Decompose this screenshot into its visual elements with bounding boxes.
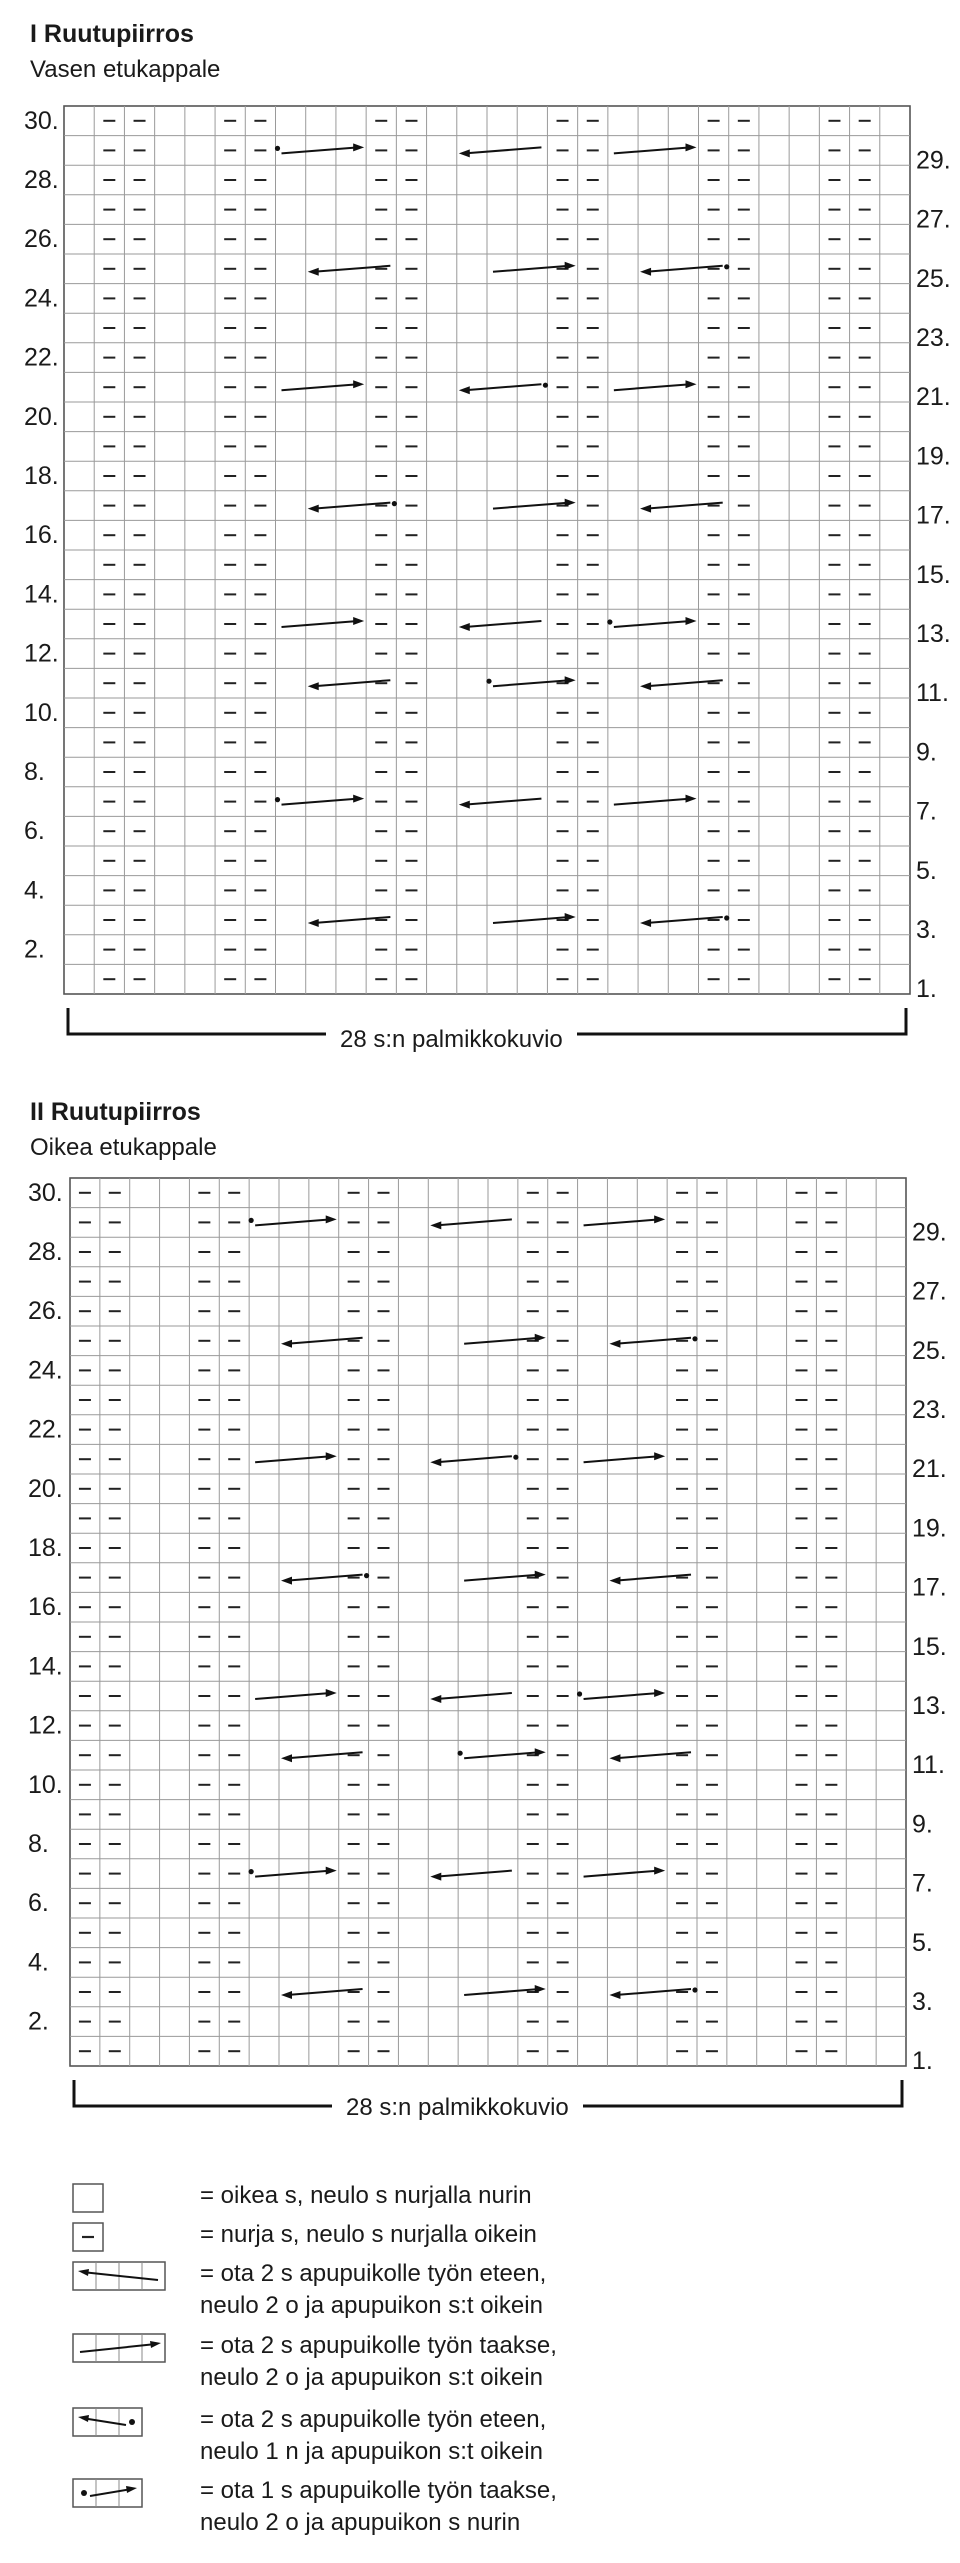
row-label-right: 23.	[912, 1396, 947, 1424]
purl-dot	[249, 1869, 254, 1874]
row-label-right: 7.	[912, 1869, 933, 1898]
purl-dot	[513, 1455, 518, 1460]
row-label-left: 14.	[24, 580, 59, 609]
row-label-right: 9.	[912, 1810, 933, 1839]
row-label-left: 2.	[28, 2007, 49, 2036]
row-label-right: 15.	[912, 1632, 947, 1661]
row-label-left: 8.	[24, 758, 45, 786]
purl-dot	[692, 1987, 697, 1992]
row-label-right: 7.	[916, 797, 937, 826]
row-label-right: 5.	[912, 1928, 933, 1957]
purl-dot	[364, 1573, 369, 1578]
row-label-right: 5.	[916, 856, 937, 885]
row-label-right: 29.	[916, 146, 951, 175]
row-label-left: 16.	[28, 1593, 63, 1622]
legend-text-cable-right-1: = ota 2 s apupuikolle työn taakse,	[200, 2332, 557, 2359]
legend-symbol-cable-left	[72, 2261, 168, 2293]
row-label-left: 24.	[28, 1356, 63, 1385]
row-label-right: 9.	[916, 738, 937, 767]
row-label-left: 12.	[28, 1711, 63, 1740]
chart2-subtitle: Oikea etukappale	[30, 1134, 217, 1161]
row-label-left: 4.	[28, 1948, 49, 1977]
row-label-left: 20.	[28, 1474, 63, 1503]
row-label-left: 22.	[24, 343, 59, 372]
row-label-right: 11.	[916, 679, 949, 708]
purl-dot	[249, 1218, 254, 1223]
row-label-left: 20.	[24, 402, 59, 431]
row-label-right: 19.	[916, 442, 951, 471]
row-label-right: 25.	[912, 1336, 947, 1365]
row-label-left: 6.	[28, 1889, 49, 1918]
row-label-left: 26.	[28, 1297, 63, 1326]
row-label-right: 3.	[916, 916, 937, 944]
row-label-left: 18.	[24, 462, 59, 490]
row-label-left: 22.	[28, 1415, 63, 1444]
row-label-right: 19.	[912, 1514, 947, 1543]
row-label-left: 8.	[28, 1830, 49, 1858]
chart1-title: I Ruutupiirros	[30, 20, 194, 48]
row-label-left: 28.	[24, 166, 59, 194]
row-label-left: 4.	[24, 876, 45, 905]
row-label-left: 24.	[24, 284, 59, 313]
row-label-left: 12.	[24, 639, 59, 668]
legend-text-knit: = oikea s, neulo s nurjalla nurin	[200, 2182, 532, 2209]
legend-text-cable-right-purl-2: neulo 2 o ja apupuikon s nurin	[200, 2509, 521, 2536]
row-label-right: 25.	[916, 264, 951, 293]
row-label-left: 10.	[24, 698, 59, 727]
chart1-subtitle: Vasen etukappale	[30, 56, 221, 83]
legend-symbol-cable-right	[72, 2333, 168, 2365]
row-label-right: 13.	[916, 620, 951, 648]
row-label-left: 30.	[28, 1178, 63, 1207]
legend-text-cable-right-2: neulo 2 o ja apupuikon s:t oikein	[200, 2364, 543, 2391]
chart1-caption: 28 s:n palmikkokuvio	[326, 1026, 577, 1054]
legend-text-cable-right-purl-1: = ota 1 s apupuikolle työn taakse,	[200, 2477, 557, 2504]
row-label-right: 21.	[912, 1455, 947, 1484]
legend-symbol-cable-right-purl	[72, 2478, 146, 2510]
chart2-caption: 28 s:n palmikkokuvio	[332, 2094, 583, 2122]
row-label-right: 13.	[912, 1692, 947, 1720]
row-label-right: 11.	[912, 1751, 945, 1780]
row-label-right: 27.	[916, 205, 951, 234]
row-label-left: 26.	[24, 225, 59, 254]
legend-symbol-knit	[72, 2183, 106, 2215]
purl-dot	[692, 1336, 697, 1341]
legend-text-purl: = nurja s, neulo s nurjalla oikein	[200, 2221, 537, 2248]
row-label-right: 17.	[916, 501, 951, 530]
row-label-left: 14.	[28, 1652, 63, 1681]
row-label-right: 29.	[912, 1218, 947, 1247]
legend-symbol-purl	[72, 2222, 106, 2254]
purl-dot	[577, 1691, 582, 1696]
row-label-right: 15.	[916, 560, 951, 589]
row-label-right: 1.	[912, 2047, 933, 2076]
row-label-left: 6.	[24, 817, 45, 846]
row-label-right: 3.	[912, 1988, 933, 2016]
row-label-right: 17.	[912, 1573, 947, 1602]
legend-text-cable-left-purl-2: neulo 1 n ja apupuikon s:t oikein	[200, 2438, 543, 2465]
row-label-left: 16.	[24, 521, 59, 550]
legend-text-cable-left-2: neulo 2 o ja apupuikon s:t oikein	[200, 2292, 543, 2319]
chart2-title: II Ruutupiirros	[30, 1098, 201, 1126]
row-label-right: 27.	[912, 1277, 947, 1306]
purl-dot	[458, 1751, 463, 1756]
row-label-left: 30.	[24, 106, 59, 135]
row-label-left: 28.	[28, 1238, 63, 1266]
legend-text-cable-left-purl-1: = ota 2 s apupuikolle työn eteen,	[200, 2406, 547, 2433]
row-label-right: 23.	[916, 324, 951, 352]
legend-text-cable-left-1: = ota 2 s apupuikolle työn eteen,	[200, 2260, 547, 2287]
row-label-left: 10.	[28, 1770, 63, 1799]
row-label-right: 21.	[916, 383, 951, 412]
row-label-left: 18.	[28, 1534, 63, 1562]
row-label-right: 1.	[916, 975, 937, 1004]
legend-symbol-cable-left-purl	[72, 2407, 146, 2439]
row-label-left: 2.	[24, 935, 45, 964]
